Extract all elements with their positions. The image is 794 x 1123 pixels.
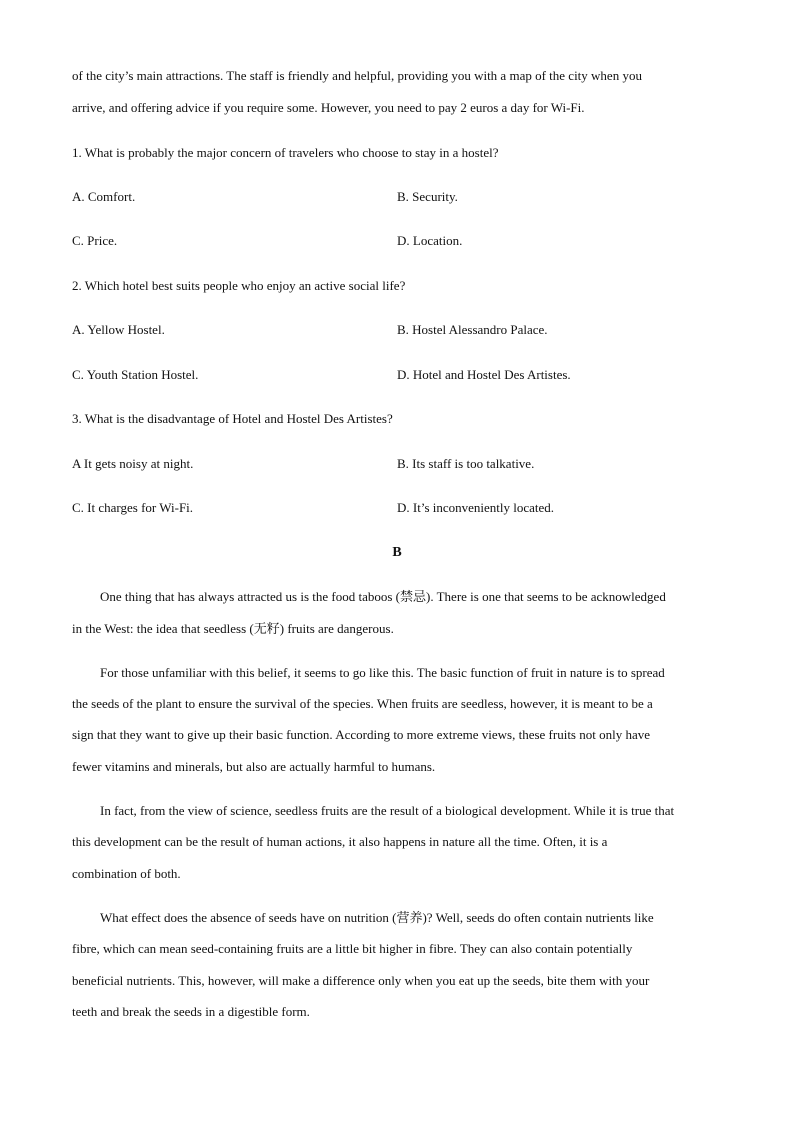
section-b-paragraph-4-line-3: beneficial nutrients. This, however, will make a difference only when you eat up the seeds, bite them with your: [72, 973, 650, 988]
section-b-paragraph-3-line-1: In fact, from the view of science, seedless fruits are the result of a biological development. While it is true that: [100, 803, 675, 818]
question-1-stem: 1. What is probably the major concern of travelers who choose to stay in a hostel?: [72, 145, 499, 160]
section-b-paragraph-2-line-2: the seeds of the plant to ensure the survival of the species. When fruits are seedless, however, it is meant to be a: [72, 696, 653, 711]
section-b-paragraph-3-line-2: this development can be the result of human actions, it also happens in nature all the time. Often, it is a: [72, 834, 608, 849]
question-2-option-c: C. Youth Station Hostel.: [72, 367, 199, 382]
question-3-option-c: C. It charges for Wi-Fi.: [72, 500, 194, 515]
section-b-title: B: [392, 545, 402, 560]
question-1-option-c: C. Price.: [72, 233, 118, 248]
question-3-option-b: B. Its staff is too talkative.: [397, 456, 535, 471]
question-2-option-d: D. Hotel and Hostel Des Artistes.: [397, 367, 571, 382]
passage-a-line-1: of the city’s main attractions. The staff is friendly and helpful, providing you with a map of the city when you: [72, 68, 642, 83]
section-b-paragraph-4-line-4: teeth and break the seeds in a digestible form.: [72, 1004, 310, 1019]
question-3-option-d: D. It’s inconveniently located.: [397, 500, 555, 515]
passage-a-line-2: arrive, and offering advice if you require some. However, you need to pay 2 euros a day for Wi-Fi.: [72, 100, 585, 115]
section-b-paragraph-2-line-3: sign that they want to give up their basic function. According to more extreme views, these fruits not only have: [72, 727, 650, 742]
question-1-option-d: D. Location.: [397, 233, 463, 248]
question-1-option-b: B. Security.: [397, 189, 458, 204]
section-b-paragraph-3-line-3: combination of both.: [72, 866, 181, 881]
question-1-option-a: A. Comfort.: [72, 189, 136, 204]
question-2-option-b: B. Hostel Alessandro Palace.: [397, 322, 548, 337]
question-3-stem: 3. What is the disadvantage of Hotel and Hostel Des Artistes?: [72, 411, 393, 426]
section-b-paragraph-1-line-1: One thing that has always attracted us is the food taboos (禁忌). There is one that seems to be acknowledged: [100, 589, 666, 604]
section-b-paragraph-2-line-1: For those unfamiliar with this belief, it seems to go like this. The basic function of fruit in nature is to spread: [100, 665, 665, 680]
section-b-paragraph-4-line-1: What effect does the absence of seeds have on nutrition (营养)? Well, seeds do often contain nutrients like: [100, 910, 654, 925]
section-b-paragraph-2-line-4: fewer vitamins and minerals, but also are actually harmful to humans.: [72, 759, 436, 774]
section-b-paragraph-4-line-2: fibre, which can mean seed-containing fruits are a little bit higher in fibre. They can also contain potentially: [72, 941, 633, 956]
question-2-option-a: A. Yellow Hostel.: [72, 322, 165, 337]
question-2-stem: 2. Which hotel best suits people who enjoy an active social life?: [72, 278, 406, 293]
question-3-option-a: A It gets noisy at night.: [72, 456, 194, 471]
section-b-paragraph-1-line-2: in the West: the idea that seedless (无籽) fruits are dangerous.: [72, 621, 394, 636]
